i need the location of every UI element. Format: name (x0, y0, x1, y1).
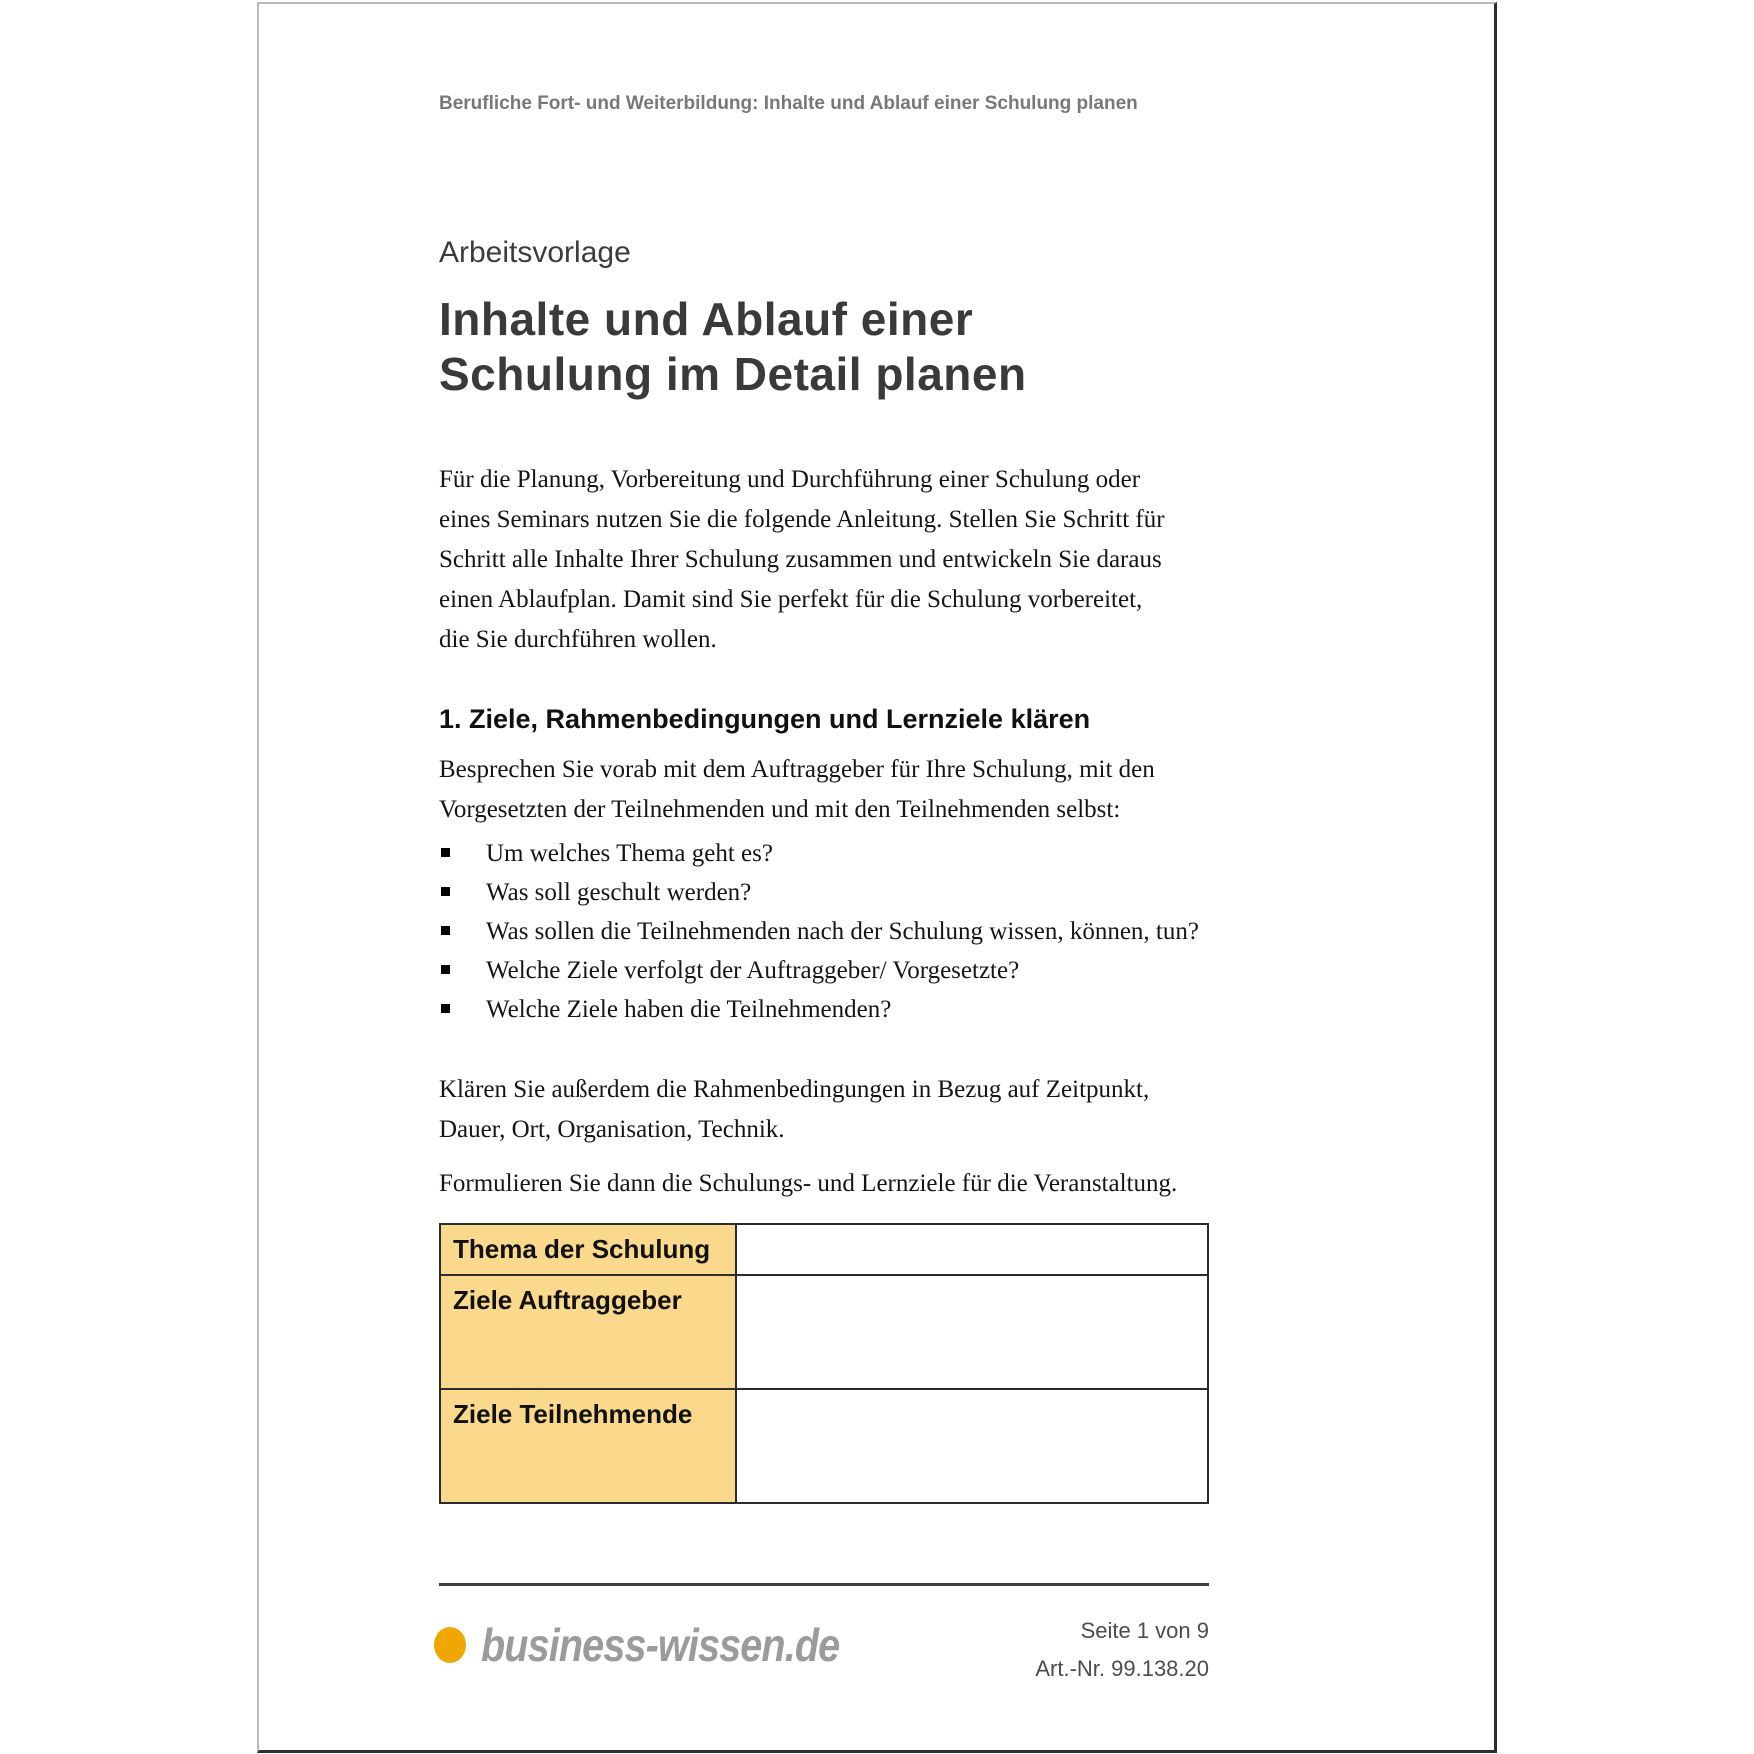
running-header: Berufliche Fort- und Weiterbildung: Inhalte und Ablauf einer Schulung planen (439, 93, 1138, 114)
planning-table (439, 1223, 1209, 1504)
conditions-paragraph: Klären Sie außerdem die Rahmenbedingungen in Bezug auf Zeitpunkt, Dauer, Ort, Organisation, Technik. (439, 1076, 1150, 1143)
goals-paragraph: Formulieren Sie dann die Schulungs- und Lernziele für die Veranstaltung. (439, 1170, 1178, 1197)
table-value-cell (736, 1224, 1208, 1275)
article-number: Art.-Nr. 99.138.20 (1035, 1656, 1209, 1681)
bullet-square-icon (441, 887, 450, 896)
footer-divider (439, 1583, 1209, 1586)
section-1-heading: 1. Ziele, Rahmenbedingungen und Lernziele klären (439, 704, 1091, 734)
bullet-square-icon (441, 965, 450, 974)
table-label-cell: Thema der Schulung (440, 1224, 736, 1275)
list-item-text: Was sollen die Teilnehmenden nach der Schulung wissen, können, tun? (486, 918, 1199, 945)
list-item (439, 990, 1199, 1029)
table-label-cell: Ziele Teilnehmende (440, 1389, 736, 1503)
intro-paragraph: Für die Planung, Vorbereitung und Durchführung einer Schulung oder eines Seminars nutzen Sie die folgende Anleitung. Stellen Sie Schritt für Schritt alle Inhalte Ihrer Schulung zusammen und entwickeln Sie daraus einen Ablaufplan. Damit sind Sie perfekt für die Schulung vorbereitet, die Sie durchführen wollen. (439, 466, 1165, 653)
page-title (439, 292, 1259, 402)
bullet-square-icon (441, 1004, 450, 1013)
page-title-line-2: Schulung im Detail planen (439, 348, 1027, 400)
list-item-text: Was soll geschult werden? (486, 879, 752, 906)
footer-meta (439, 1612, 1209, 1688)
table-value-cell (736, 1275, 1208, 1389)
table-value-cell (736, 1389, 1208, 1503)
section-1-lead-paragraph: Besprechen Sie vorab mit dem Auftraggeber für Ihre Schulung, mit den Vorgesetzten der Teilnehmenden und mit den Teilnehmenden selbst: (439, 756, 1155, 823)
list-item-text: Welche Ziele haben die Teilnehmenden? (486, 996, 892, 1023)
document-page (257, 2, 1497, 1753)
document-type-label: Arbeitsvorlage (439, 236, 631, 269)
table-row-thema (440, 1224, 1208, 1275)
list-item-text: Um welches Thema geht es? (486, 840, 773, 867)
list-item (439, 912, 1199, 951)
table-row-ziele-teilnehmende (440, 1389, 1208, 1503)
table-row-ziele-auftraggeber (440, 1275, 1208, 1389)
page-number: Seite 1 von 9 (1080, 1618, 1209, 1643)
list-item (439, 834, 1199, 873)
logo-wordmark: business-wissen.de (481, 1619, 840, 1671)
list-item (439, 873, 1199, 912)
list-item (439, 951, 1199, 990)
page-title-line-1: Inhalte und Ablauf einer (439, 293, 974, 345)
question-bullet-list (439, 834, 1199, 1029)
list-item-text: Welche Ziele verfolgt der Auftraggeber/ Vorgesetzte? (486, 957, 1020, 984)
bullet-square-icon (441, 848, 450, 857)
table-label-cell: Ziele Auftraggeber (440, 1275, 736, 1389)
bullet-square-icon (441, 926, 450, 935)
